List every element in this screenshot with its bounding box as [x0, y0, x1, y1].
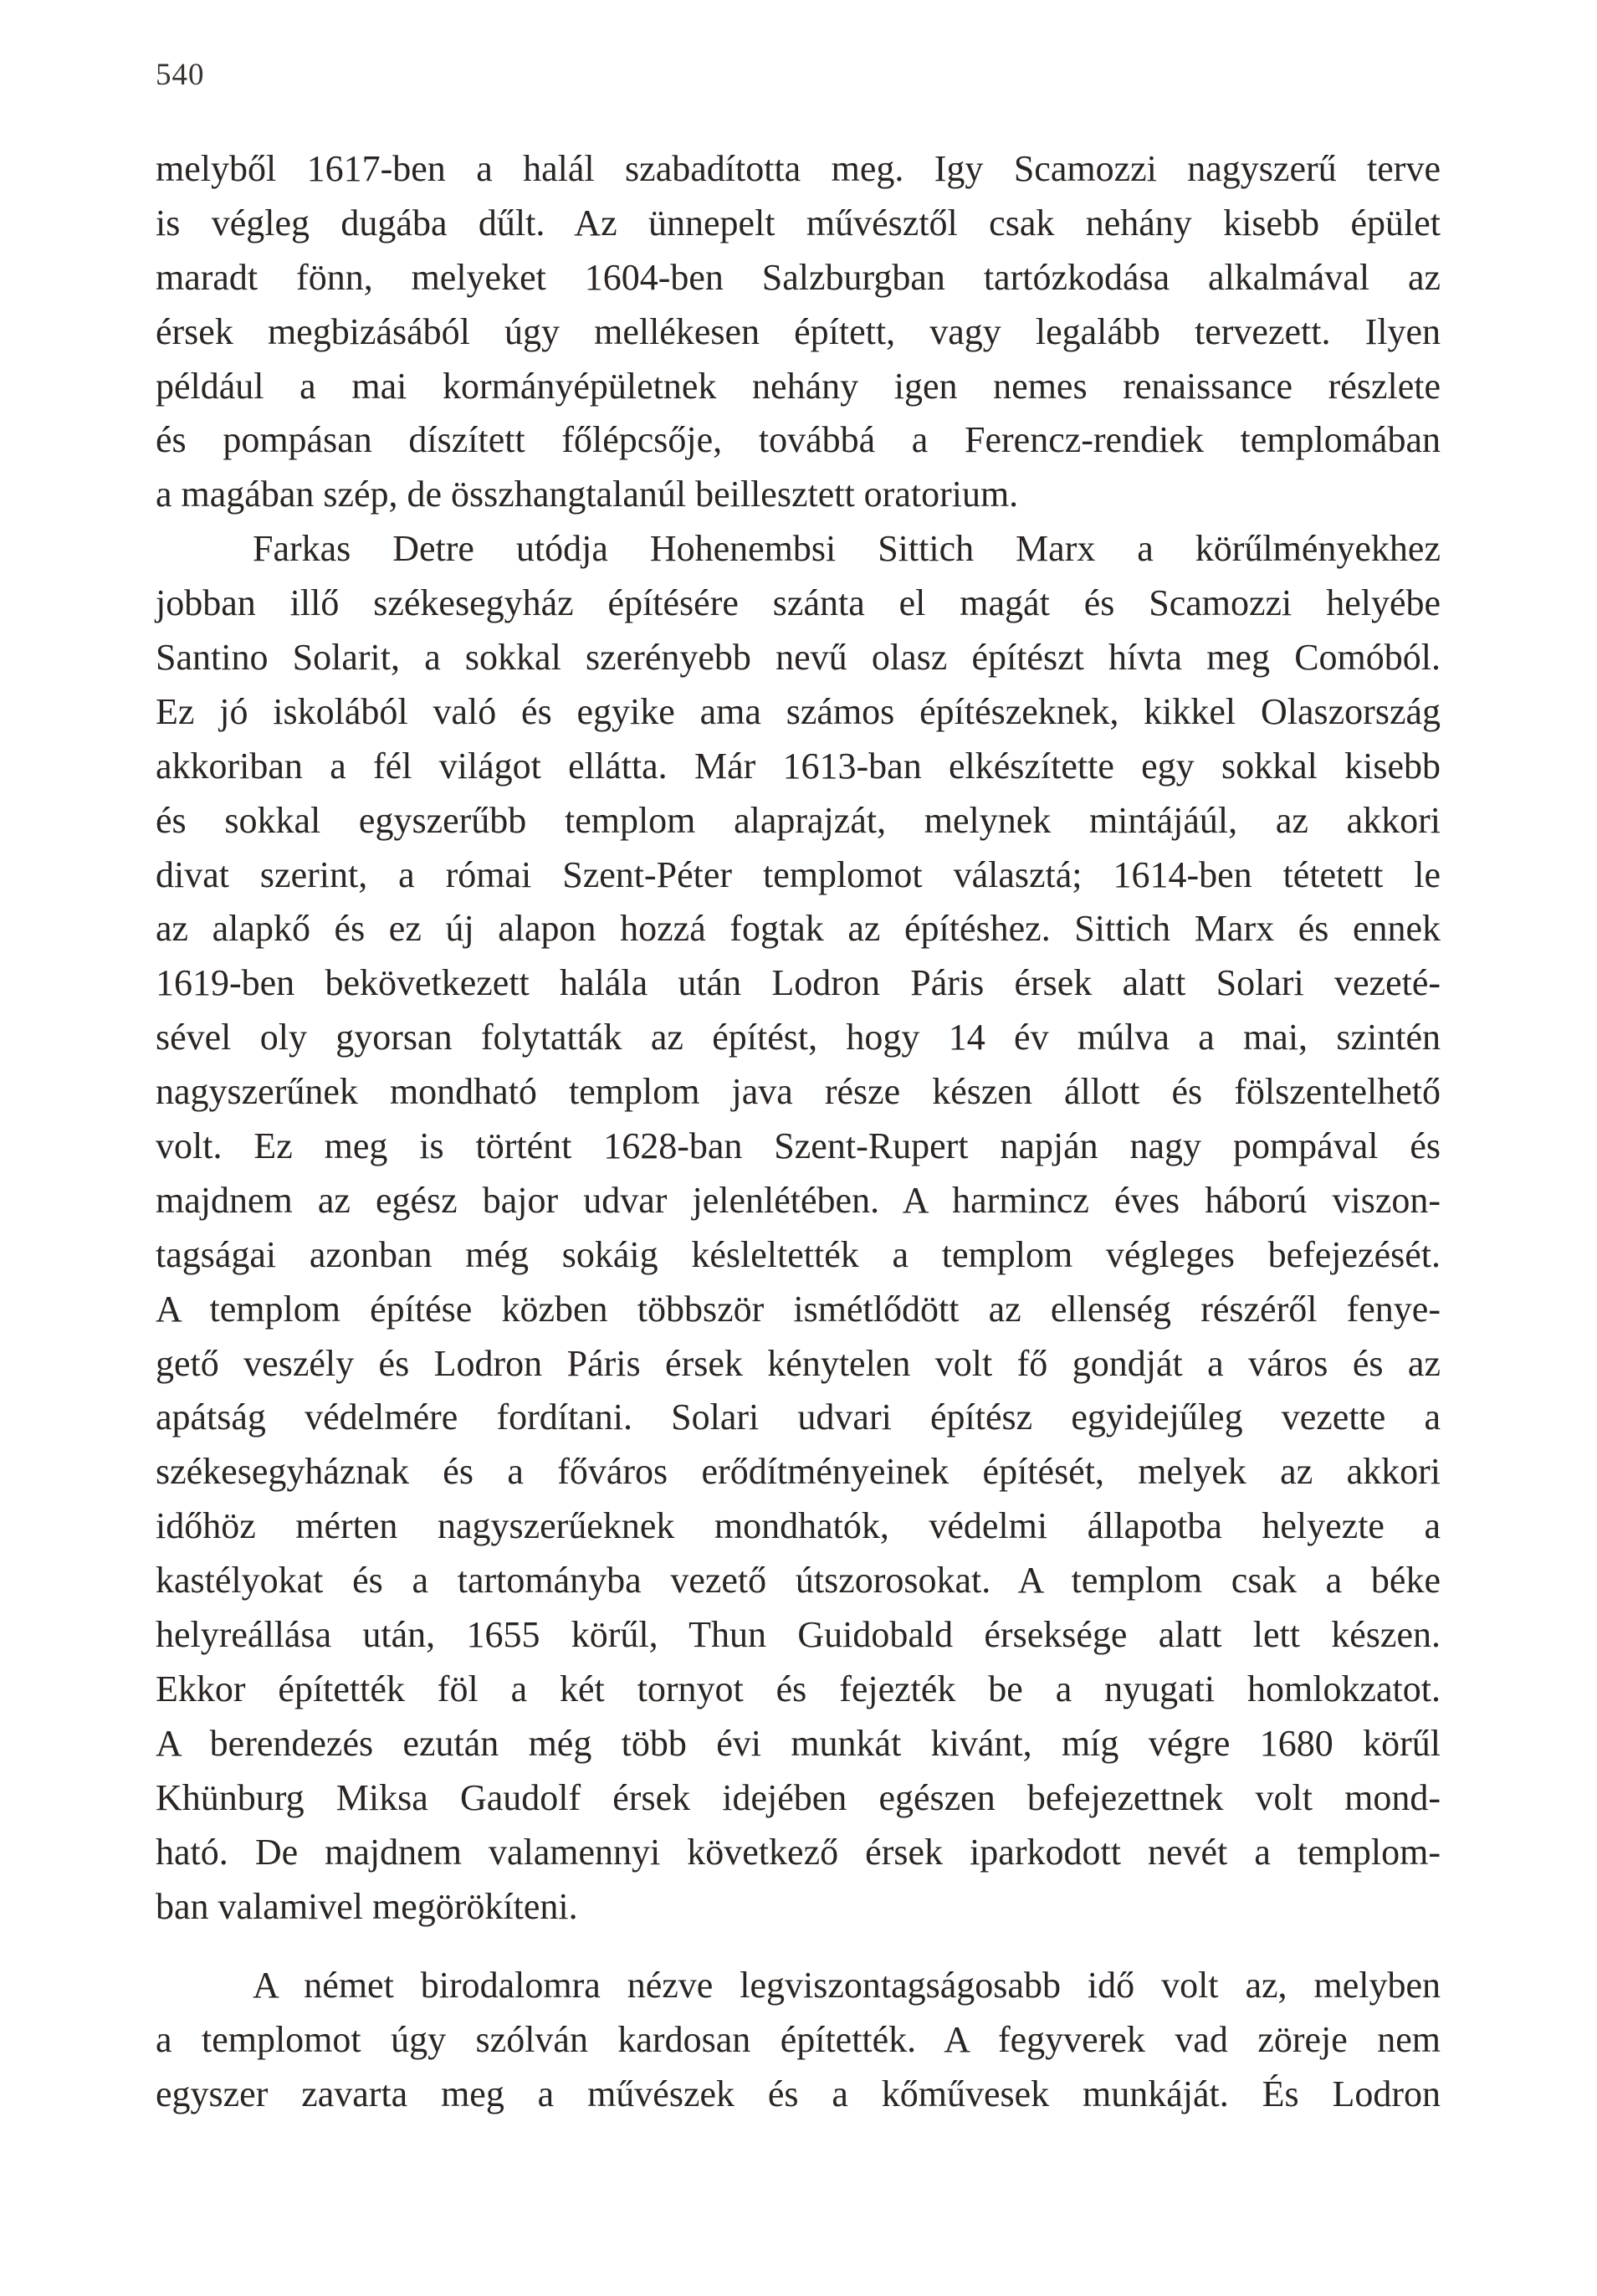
- text-line: A templom építése közben többször ismétlődött az ellenség részéről fenye-: [156, 1288, 1441, 1330]
- text-line: ható. De majdnem valamennyi következő érsek iparkodott nevét a templom-: [156, 1831, 1441, 1873]
- text-line: A német birodalomra nézve legviszontagságosabb idő volt az, melyben: [253, 1965, 1441, 2006]
- text-line: érsek megbizásából úgy mellékesen épített, vagy legalább tervezett. Ilyen: [156, 310, 1441, 352]
- text-line: tagságai azonban még sokáig késleltették a templom végleges befejezését.: [156, 1233, 1441, 1275]
- text-line: és pompásan díszített főlépcsője, továbbá a Ferencz-rendiek templomában: [156, 419, 1441, 461]
- text-line: apátság védelmére fordítani. Solari udvari építész egyidejűleg vezette a: [156, 1397, 1441, 1438]
- text-line: székesegyháznak és a főváros erődítményeinek építését, melyek az akkori: [156, 1451, 1441, 1493]
- paragraph-gap: [156, 1934, 1441, 1959]
- text-line: Ekkor építették föl a két tornyot és fejezték be a nyugati homlokzatot.: [156, 1668, 1441, 1709]
- text-line: volt. Ez meg is történt 1628-ban Szent-Rupert napján nagy pompával és: [156, 1125, 1441, 1167]
- text-line: egyszer zavarta meg a művészek és a kőművesek munkáját. És Lodron: [156, 2073, 1441, 2115]
- text-line: A berendezés ezután még több évi munkát kivánt, míg végre 1680 körűl: [156, 1722, 1441, 1764]
- text-line: jobban illő székesegyház építésére szánta el magát és Scamozzi helyébe: [156, 582, 1441, 624]
- text-line: is végleg dugába dűlt. Az ünnepelt művésztől csak nehány kisebb épület: [156, 202, 1441, 243]
- paragraph: [156, 522, 1441, 1934]
- text-line: maradt fönn, melyeket 1604-ben Salzburgban tartózkodása alkalmával az: [156, 256, 1441, 298]
- text-line: Farkas Detre utódja Hohenembsi Sittich Marx a körűlményekhez: [253, 528, 1441, 570]
- paragraph: [156, 1959, 1441, 2122]
- text-line: kastélyokat és a tartományba vezető útszorosokat. A templom csak a béke: [156, 1560, 1441, 1602]
- text-line: Ez jó iskolából való és egyike ama számos építészeknek, kikkel Olaszország: [156, 690, 1441, 732]
- text-line: 1619-ben bekövetkezett halála után Lodron Páris érsek alatt Solari vezeté-: [156, 962, 1441, 1004]
- text-line: az alapkő és ez új alapon hozzá fogtak az építéshez. Sittich Marx és ennek: [156, 908, 1441, 950]
- text-line: a magában szép, de összhangtalanúl beillesztett oratorium.: [156, 474, 1019, 515]
- text-line: nagyszerűnek mondható templom java része készen állott és fölszentelhető: [156, 1071, 1441, 1113]
- text-line: Khünburg Miksa Gaudolf érsek idejében egészen befejezettnek volt mond-: [156, 1776, 1441, 1818]
- text-line: Santino Solarit, a sokkal szerényebb nevű olasz építészt hívta meg Comóból.: [156, 637, 1441, 679]
- text-line: és sokkal egyszerűbb templom alaprajzát, melynek mintájáúl, az akkori: [156, 799, 1441, 841]
- text-line: a templomot úgy szólván kardosan építették. A fegyverek vad zöreje nem: [156, 2019, 1441, 2061]
- text-line: sével oly gyorsan folytatták az építést, hogy 14 év múlva a mai, szintén: [156, 1017, 1441, 1058]
- text-line: időhöz mérten nagyszerűeknek mondhatók, védelmi állapotba helyezte a: [156, 1505, 1441, 1547]
- text-line: például a mai kormányépületnek nehány igen nemes renaissance részlete: [156, 365, 1441, 407]
- text-line: ban valamivel megörökíteni.: [156, 1885, 578, 1927]
- text-line: akkoriban a fél világot ellátta. Már 1613-ban elkészítette egy sokkal kisebb: [156, 745, 1441, 787]
- text-line: melyből 1617-ben a halál szabadította meg. Igy Scamozzi nagyszerű terve: [156, 148, 1441, 189]
- text-line: majdnem az egész bajor udvar jelenlétében. A harmincz éves háború viszon-: [156, 1179, 1441, 1221]
- text-line: gető veszély és Lodron Páris érsek kénytelen volt fő gondját a város és az: [156, 1342, 1441, 1384]
- page-number: 540: [156, 58, 205, 92]
- paragraph: [156, 142, 1441, 522]
- text-line: helyreállása után, 1655 körűl, Thun Guidobald érseksége alatt lett készen.: [156, 1614, 1441, 1656]
- body-text: [156, 142, 1441, 2122]
- text-line: divat szerint, a római Szent-Péter templomot választá; 1614-ben tétetett le: [156, 853, 1441, 895]
